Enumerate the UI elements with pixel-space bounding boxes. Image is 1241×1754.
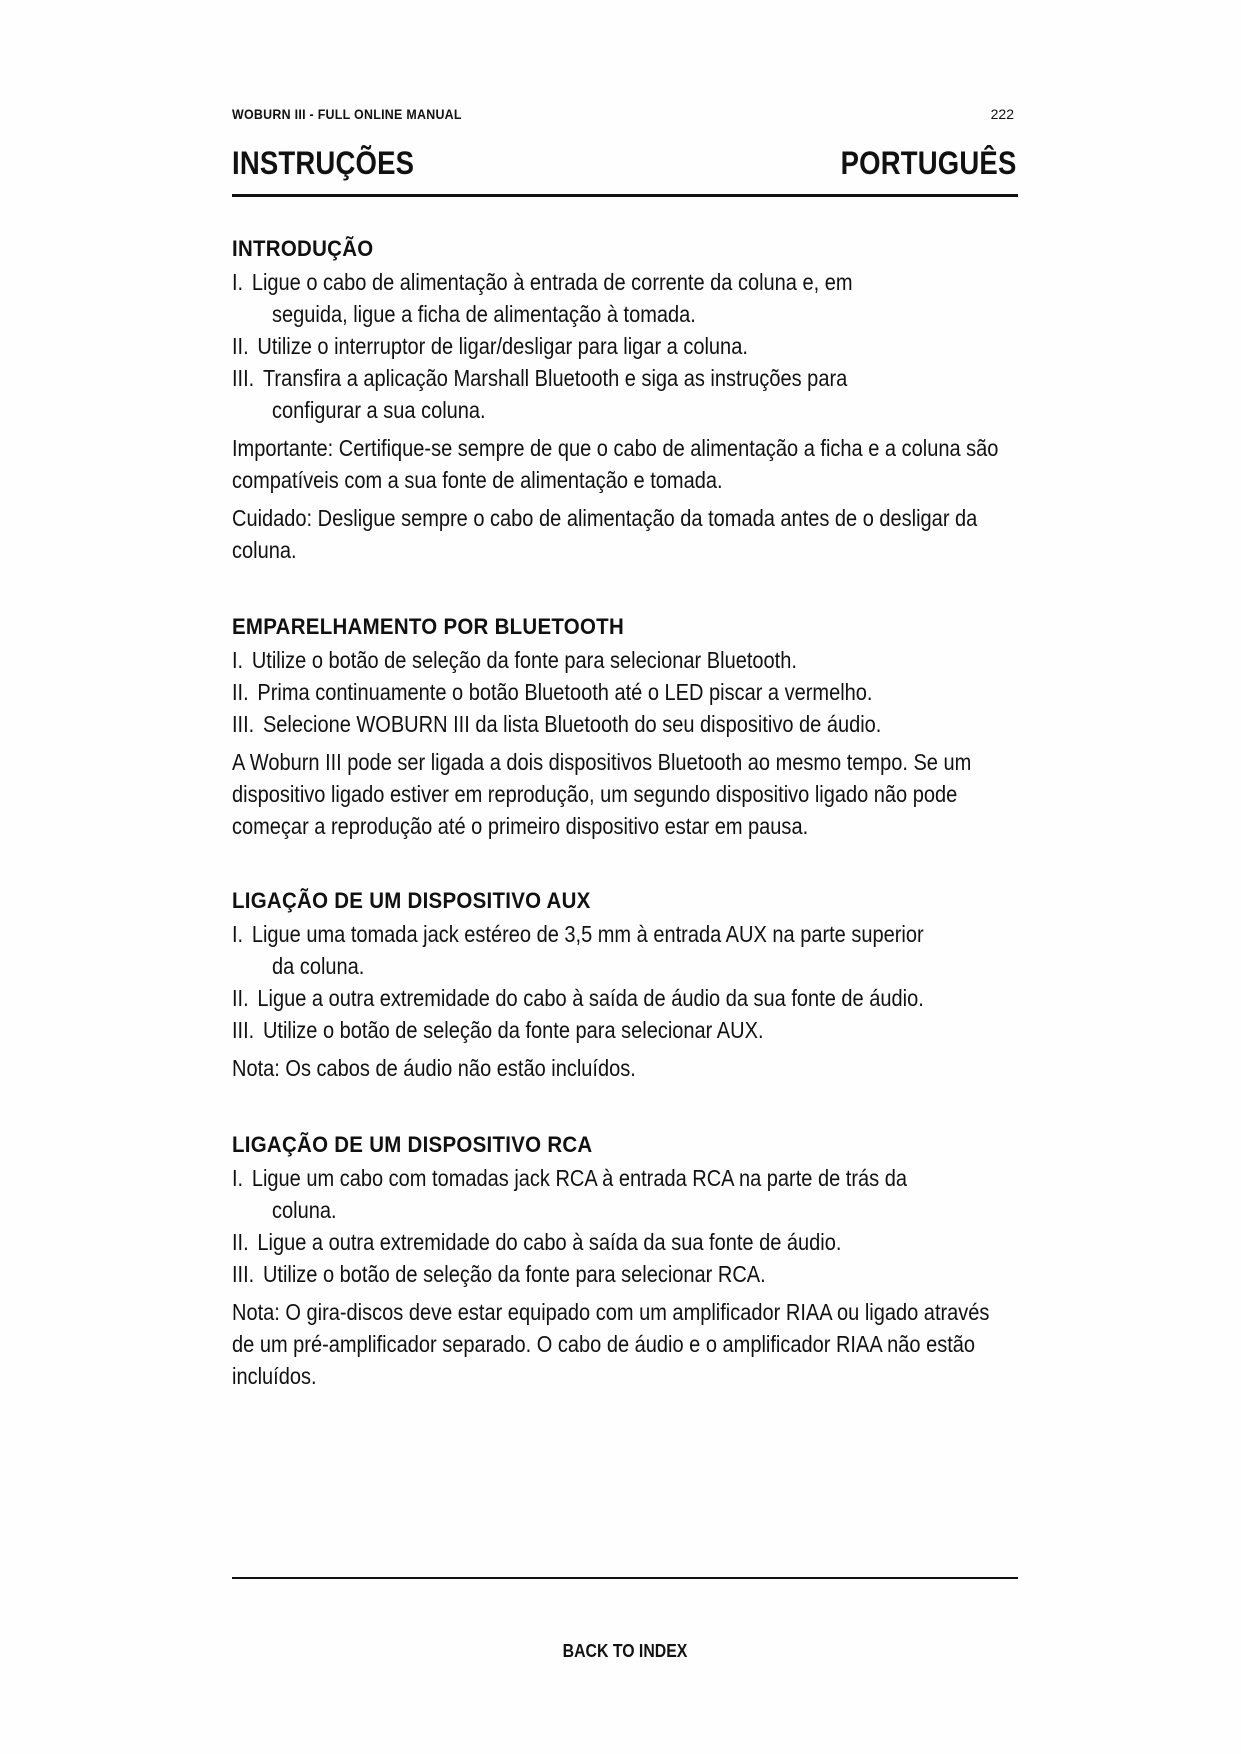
step-number: III. (232, 365, 255, 391)
step-item (232, 266, 933, 330)
step-text: Utilize o botão de seleção da fonte para selecionar Bluetooth. (251, 647, 797, 673)
step-item (232, 918, 933, 982)
step-number: II. (232, 679, 249, 705)
step-number: I. (232, 269, 244, 295)
step-item (232, 1226, 933, 1258)
step-number: I. (232, 1165, 244, 1191)
rca-note: Nota: O gira-discos deve estar equipado com um amplificador RIAA ou ligado através de um pré-amplificador separado. O cabo de áudio e o amplificador RIAA não estão incluídos. (232, 1299, 990, 1389)
step-item (232, 982, 933, 1014)
page-number: 222 (990, 106, 1014, 122)
page-title: INSTRUÇÕES (232, 145, 415, 181)
step-text: Transfira a aplicação Marshall Bluetooth e siga as instruções para configurar a sua coluna. (262, 365, 848, 423)
caution-note: Cuidado: Desligue sempre o cabo de alimentação da tomada antes de o desligar da coluna. (232, 505, 978, 563)
step-list (232, 644, 1032, 740)
footer-divider (232, 1577, 1018, 1579)
step-item (232, 1258, 933, 1290)
step-text: Prima continuamente o botão Bluetooth até o LED piscar a vermelho. (257, 679, 873, 705)
step-text: Utilize o interruptor de ligar/desligar para ligar a coluna. (257, 333, 748, 359)
step-item (232, 708, 933, 740)
step-number: I. (232, 921, 244, 947)
step-item (232, 1162, 933, 1226)
step-number: II. (232, 333, 249, 359)
step-number: II. (232, 1229, 249, 1255)
step-text: Utilize o botão de seleção da fonte para selecionar RCA. (262, 1261, 766, 1287)
step-item (232, 362, 933, 426)
step-number: I. (232, 647, 244, 673)
section-bluetooth (232, 610, 1032, 842)
step-text: Ligue o cabo de alimentação à entrada de corrente da coluna e, em seguida, ligue a ficha de alimentação à tomada. (251, 269, 853, 327)
content (232, 232, 1032, 1392)
step-item (232, 676, 933, 708)
step-item (232, 644, 933, 676)
section-heading: INTRODUÇÃO (232, 236, 374, 261)
section-introducao (232, 232, 1032, 566)
step-text: Ligue uma tomada jack estéreo de 3,5 mm à entrada AUX na parte superior da coluna. (251, 921, 924, 979)
step-list (232, 266, 1032, 426)
step-text: Ligue um cabo com tomadas jack RCA à entrada RCA na parte de trás da coluna. (251, 1165, 907, 1223)
section-aux (232, 884, 1032, 1084)
step-text: Utilize o botão de seleção da fonte para selecionar AUX. (262, 1017, 764, 1043)
step-number: III. (232, 711, 255, 737)
section-heading: EMPARELHAMENTO POR BLUETOOTH (232, 614, 625, 639)
section-heading: LIGAÇÃO DE UM DISPOSITIVO RCA (232, 1132, 593, 1157)
step-item (232, 330, 933, 362)
title-row (232, 145, 1018, 185)
step-text: Ligue a outra extremidade do cabo à saída de áudio da sua fonte de áudio. (257, 985, 924, 1011)
section-heading: LIGAÇÃO DE UM DISPOSITIVO AUX (232, 888, 591, 913)
bluetooth-note: A Woburn III pode ser ligada a dois dispositivos Bluetooth ao mesmo tempo. Se um dispositivo ligado estiver em reprodução, um segundo dispositivo ligado não pode começar a reprodução até o primeiro dispositivo estar em pausa. (232, 749, 972, 839)
step-list (232, 918, 1032, 1046)
step-item (232, 1014, 933, 1046)
important-note: Importante: Certifique-se sempre de que o cabo de alimentação a ficha e a coluna são compatíveis com a sua fonte de alimentação e tomada. (232, 435, 999, 493)
step-number: III. (232, 1017, 255, 1043)
language-label: PORTUGUÊS (840, 145, 1016, 181)
aux-note: Nota: Os cabos de áudio não estão incluídos. (232, 1055, 636, 1081)
running-title: WOBURN III - FULL ONLINE MANUAL (232, 107, 462, 122)
step-list (232, 1162, 1032, 1290)
section-rca (232, 1128, 1032, 1392)
back-to-index-link[interactable]: BACK TO INDEX (562, 1641, 688, 1661)
header-divider (232, 194, 1018, 197)
step-text: Selecione WOBURN III da lista Bluetooth do seu dispositivo de áudio. (262, 711, 882, 737)
step-number: II. (232, 985, 249, 1011)
step-text: Ligue a outra extremidade do cabo à saída da sua fonte de áudio. (257, 1229, 842, 1255)
step-number: III. (232, 1261, 255, 1287)
